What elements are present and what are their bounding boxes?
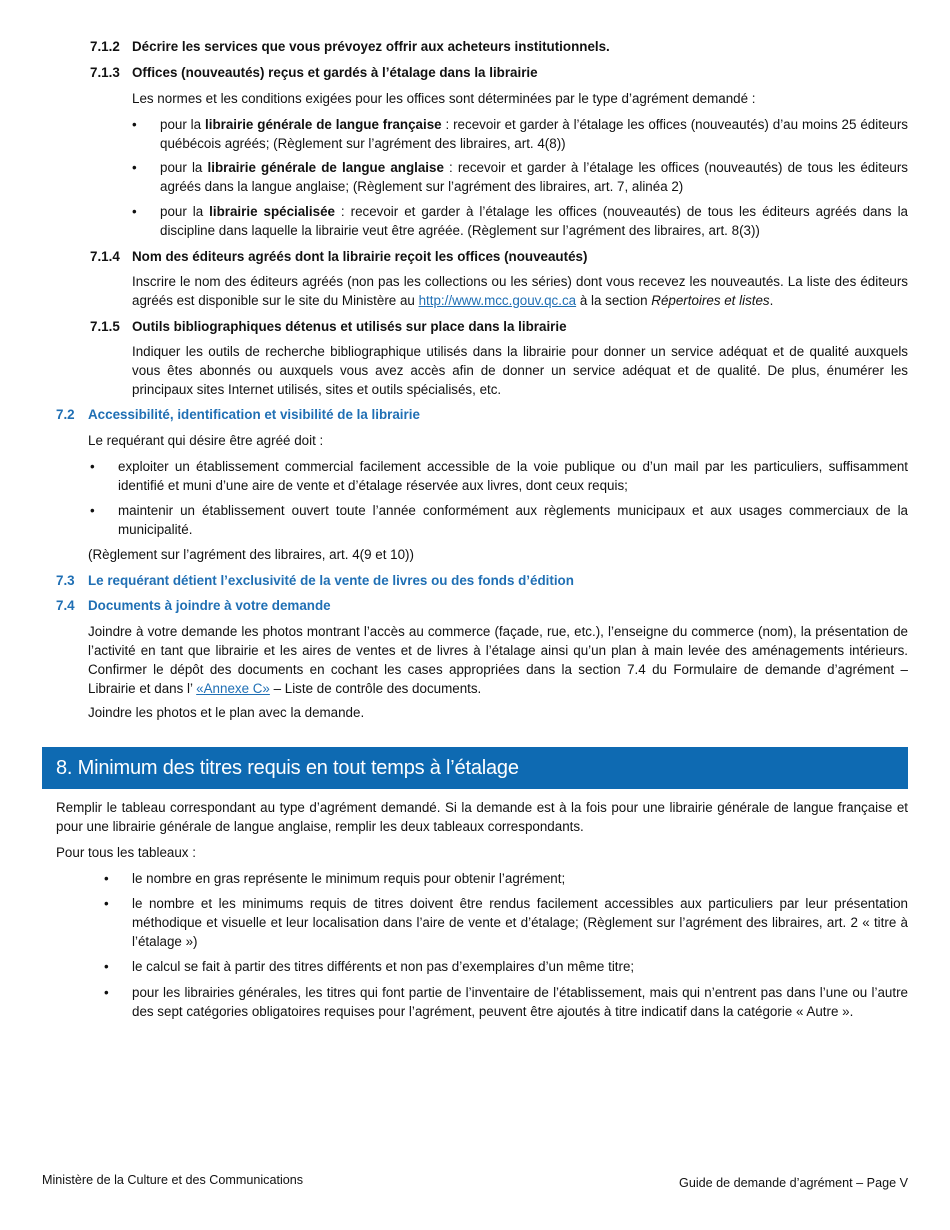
heading-7-2 xyxy=(56,405,906,424)
paragraph-7-1-5: Indiquer les outils de recherche bibliographique utilisés dans la librairie pour donner un service adéquat et de qualité auxquels vous êtes abonnés ou auxquels vous avez accès afin de donner un service adéquat et de qualité. De plus, énumérer les principaux sites Internet utilisés, sites et outils spécialisés, etc. xyxy=(132,344,908,397)
heading-number: 7.1.2 xyxy=(90,39,120,54)
footer-right: Guide de demande d’agrément – Page V xyxy=(679,1176,908,1190)
bullet-icon: • xyxy=(90,459,95,474)
paragraph-7-4: Joindre à votre demande les photos montrant l’accès au commerce (façade, rue, etc.), l’enseigne du commerce (nom), la présentation de l’activité en tant que librairie et les aires de ventes et de livres à l’étalage ainsi qu’un plan à main levée des aménagements intérieurs. Confirmer le dépôt des documents en cochant les cases appropriées dans la section 7.4 du Formulaire de demande d’agrément – Librairie et dans l’ «Annexe C» – Liste de contrôle des documents. xyxy=(88,624,908,696)
bullet-icon: • xyxy=(132,160,137,175)
paragraph-7-2-intro: Le requérant qui désire être agréé doit : xyxy=(88,433,324,448)
heading-number: 7.4 xyxy=(56,598,75,613)
section-8-title: 8. Minimum des titres requis en tout temps à l’étalage xyxy=(56,757,519,779)
paragraph-7-4-photos: Joindre les photos et le plan avec la demande. xyxy=(88,705,365,720)
paragraph-7-1-3-intro: Les normes et les conditions exigées pour les offices sont déterminées par le type d’agrément demandé : xyxy=(132,91,756,106)
section-8-banner xyxy=(42,747,908,789)
list-item: • le calcul se fait à partir des titres différents et non pas d’exemplaires d’un même titre; xyxy=(104,959,635,974)
heading-7-1-3 xyxy=(90,63,910,82)
list-item: • pour la librairie générale de langue anglaise : recevoir et garder à l’étalage les offices (nouveautés) de tous les éditeurs agréés dans la langue anglaise; (Règlement sur l’agrément des libraires, art. 7, alinéa 2) xyxy=(132,160,908,194)
paragraph-7-1-4: Inscrire le nom des éditeurs agréés (non pas les collections ou les séries) dont vous recevez les nouveautés. La liste des éditeurs agréés est disponible sur le site du Ministère au http://www.mcc.gouv.qc.ca à la section Répertoires et listes. xyxy=(132,274,908,308)
bullet-icon: • xyxy=(132,117,137,132)
heading-number: 7.1.4 xyxy=(90,249,120,264)
heading-number: 7.3 xyxy=(56,573,75,588)
list-item: • pour les librairies générales, les titres qui font partie de l’inventaire de l’établissement, mais qui n’entrent pas dans l’une ou l’autre des sept catégories obligatoires requises pour l’agrément, peuvent être ajoutés à titre indicatif dans la catégorie « Autre ». xyxy=(104,985,908,1019)
heading-number: 7.2 xyxy=(56,407,75,422)
list-item: • maintenir un établissement ouvert toute l’année conformément aux règlements municipaux et aux usages commerciaux de la municipalité. xyxy=(90,503,908,537)
heading-7-1-5 xyxy=(90,317,910,336)
list-item: • le nombre et les minimums requis de titres doivent être rendus facilement accessibles aux particuliers par leur présentation méthodique et visuelle et leur localisation dans l’aire de vente et d’étalage; (Règlement sur l’agrément des libraires, art. 2 « titre à l’étalage ») xyxy=(104,896,908,949)
list-item: • exploiter un établissement commercial facilement accessible de la voie publique ou d’un mail par les particuliers, suffisamment identifié et muni d’une aire de vente et d’étalage réservée aux livres, dont ceux requis; xyxy=(90,459,908,493)
list-item: • pour la librairie spécialisée : recevoir et garder à l’étalage les offices (nouveautés) de tous les éditeurs agréés dans la discipline dans laquelle la librairie veut être agréée. (Règlement sur l’agrément des libraires, art. 8(3)) xyxy=(132,204,908,238)
paragraph-8-intro2: Pour tous les tableaux : xyxy=(56,845,196,860)
heading-title: Décrire les services que vous prévoyez offrir aux acheteurs institutionnels. xyxy=(132,39,610,54)
ministry-website-link[interactable]: http://www.mcc.gouv.qc.ca xyxy=(418,293,577,308)
list-item: • pour la librairie générale de langue française : recevoir et garder à l’étalage les offices (nouveautés) d’au moins 25 éditeurs québécois agréés; (Règlement sur l’agrément des libraires, art. 4(8)) xyxy=(132,117,908,151)
annexe-c-link[interactable]: «Annexe C» xyxy=(196,681,270,696)
paragraph-8-intro: Remplir le tableau correspondant au type d’agrément demandé. Si la demande est à la fois pour une librairie générale de langue française et pour une librairie générale de langue anglaise, remplir les deux tableaux correspondants. xyxy=(56,800,908,834)
heading-title: Offices (nouveautés) reçus et gardés à l’étalage dans la librairie xyxy=(132,65,538,80)
heading-title: Outils bibliographiques détenus et utilisés sur place dans la librairie xyxy=(132,319,567,334)
heading-7-1-2 xyxy=(90,37,910,56)
heading-title: Le requérant détient l’exclusivité de la vente de livres ou des fonds d’édition xyxy=(88,573,574,588)
bullet-icon: • xyxy=(104,896,109,911)
bullet-icon: • xyxy=(90,503,95,518)
bullet-icon: • xyxy=(104,871,109,886)
heading-7-3 xyxy=(56,571,906,590)
bullet-icon: • xyxy=(104,959,109,974)
bullet-icon: • xyxy=(104,985,109,1000)
list-item: • le nombre en gras représente le minimum requis pour obtenir l’agrément; xyxy=(104,871,566,886)
heading-title: Accessibilité, identification et visibilité de la librairie xyxy=(88,407,420,422)
bullet-icon: • xyxy=(132,204,137,219)
heading-7-4 xyxy=(56,596,906,615)
heading-title: Nom des éditeurs agréés dont la librairie reçoit les offices (nouveautés) xyxy=(132,249,588,264)
footer-left: Ministère de la Culture et des Communications xyxy=(42,1173,304,1187)
heading-title: Documents à joindre à votre demande xyxy=(88,598,331,613)
heading-number: 7.1.3 xyxy=(90,65,120,80)
heading-number: 7.1.5 xyxy=(90,319,120,334)
paragraph-7-2-ref: (Règlement sur l’agrément des libraires, art. 4(9 et 10)) xyxy=(88,547,414,562)
heading-7-1-4 xyxy=(90,247,910,266)
